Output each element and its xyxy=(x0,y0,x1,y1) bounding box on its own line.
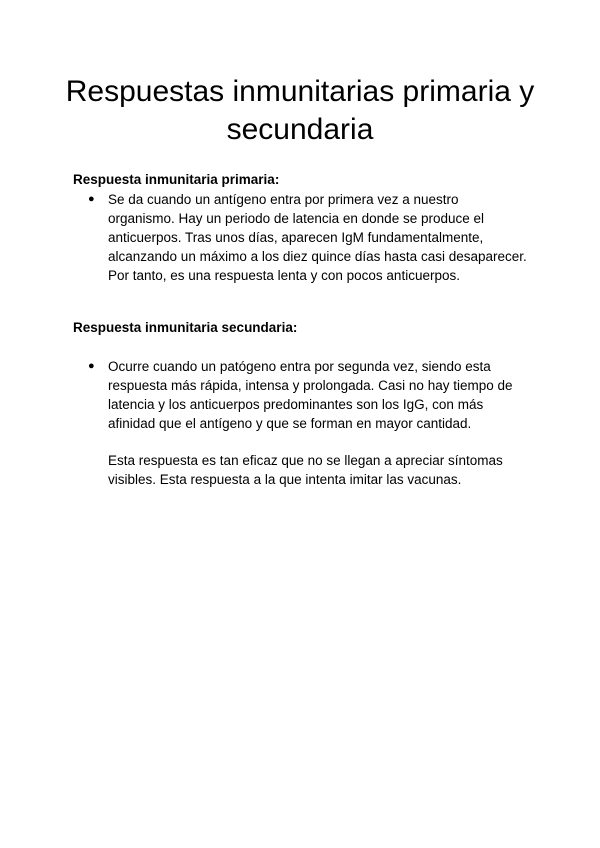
bullet-text-primary: Se da cuando un antígeno entra por primera vez a nuestro organismo. Hay un periodo de latencia en donde se produce el anticuerpos. Tras unos días, aparecen IgM fundamentalmente, alcanzando un máximo a los diez quince días hasta casi desaparecer. Por tanto, es una respuesta lenta y con pocos anticuerpos. xyxy=(108,192,527,283)
document-title: Respuestas inmunitarias primaria y secundaria xyxy=(65,75,535,146)
section-heading-primary: Respuesta inmunitaria primaria: xyxy=(73,172,280,187)
bullet-text-secondary: Ocurre cuando un patógeno entra por segunda vez, siendo esta respuesta más rápida, intensa y prolongada. Casi no hay tiempo de latencia y los anticuerpos predominantes son los IgG, con más afinidad que el antígeno y que se forman en mayor cantidad. xyxy=(108,359,513,431)
section-heading-secondary: Respuesta inmunitaria secundaria: xyxy=(73,320,298,335)
bullet-icon: ● xyxy=(88,193,95,205)
continuation-paragraph: Esta respuesta es tan eficaz que no se llegan a apreciar síntomas visibles. Esta respuesta a la que intenta imitar las vacunas. xyxy=(108,453,503,487)
bullet-item-secondary xyxy=(88,357,528,433)
bullet-icon: ● xyxy=(88,360,95,372)
bullet-item-primary xyxy=(88,190,528,285)
